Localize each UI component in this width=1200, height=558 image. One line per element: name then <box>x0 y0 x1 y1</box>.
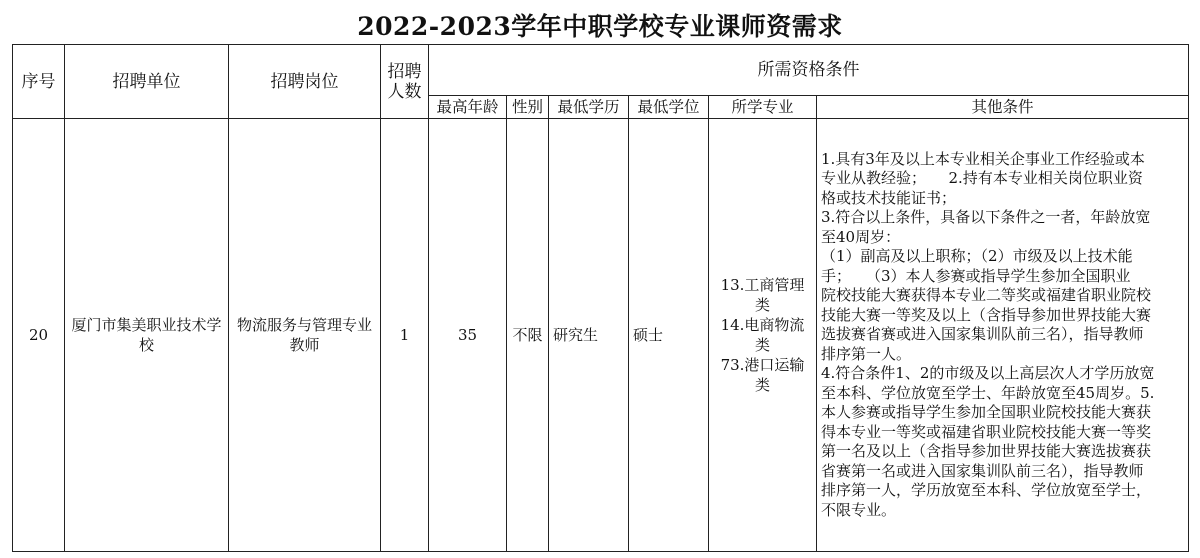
cell-major <box>709 119 817 552</box>
header-post: 招聘岗位 <box>229 45 381 119</box>
other-line: 至本科、学位放宽至学士、年龄放宽至45周岁。5. <box>821 383 1155 402</box>
header-other: 其他条件 <box>817 96 1189 119</box>
other-line: （1）副高及以上职称；（2）市级及以上技术能 <box>821 247 1133 266</box>
other-line: 专业从教经验； 2.持有本专业相关岗位职业资 <box>821 169 1143 188</box>
header-quals: 所需资格条件 <box>429 45 1189 96</box>
cell-gender: 不限 <box>507 119 549 552</box>
other-line: 技能大赛一等奖及以上（含指导参加世界技能大赛 <box>821 305 1152 324</box>
cell-seq: 20 <box>13 119 65 552</box>
other-line: 手； （3）本人参赛或指导学生参加全国职业 <box>821 266 1131 285</box>
other-line: 院校技能大赛获得本专业二等奖或福建省职业院校 <box>821 286 1152 305</box>
header-unit: 招聘单位 <box>65 45 229 119</box>
other-line: 1.具有3年及以上本专业相关企事业工作经验或本 <box>821 149 1145 168</box>
cell-post: 物流服务与管理专业教师 <box>229 119 381 552</box>
other-line: 本人参赛或指导学生参加全国职业院校技能大赛获 <box>821 403 1152 422</box>
cell-other-conditions <box>817 119 1189 552</box>
other-line: 不限专业。 <box>821 500 897 519</box>
header-row-1 <box>13 45 1189 96</box>
header-min-degree: 最低学位 <box>629 96 709 119</box>
cell-max-age: 35 <box>429 119 507 552</box>
major-item: 14.电商物流类 <box>720 316 805 354</box>
other-line: 4.符合条件1、2的市级及以上高层次人才学历放宽 <box>821 364 1155 383</box>
header-max-age: 最高年龄 <box>429 96 507 119</box>
major-item: 13.工商管理类 <box>720 276 805 314</box>
other-line: 格或技术技能证书； <box>821 188 957 207</box>
header-seq: 序号 <box>13 45 65 119</box>
other-line: 至40周岁： <box>821 227 901 246</box>
header-gender: 性别 <box>507 96 549 119</box>
cell-count: 1 <box>381 119 429 552</box>
other-line: 省赛第一名或进入国家集训队前三名），指导教师 <box>821 461 1144 480</box>
other-line: 得本专业一等奖或福建省职业院校技能大赛一等奖 <box>821 422 1152 441</box>
cell-min-degree: 硕士 <box>629 119 709 552</box>
table-row <box>13 119 1189 552</box>
cell-min-edu: 研究生 <box>549 119 629 552</box>
header-min-edu: 最低学历 <box>549 96 629 119</box>
other-line: 3.符合以上条件，具备以下条件之一者，年龄放宽 <box>821 208 1151 227</box>
other-line: 选拔赛省赛或进入国家集训队前三名），指导教师 <box>821 325 1144 344</box>
major-item: 73.港口运输类 <box>720 356 805 394</box>
cell-unit: 厦门市集美职业技术学校 <box>65 119 229 552</box>
header-count: 招聘人数 <box>381 45 429 119</box>
header-major: 所学专业 <box>709 96 817 119</box>
other-line: 第一名及以上（含指导参加世界技能大赛选拔赛获 <box>821 442 1152 461</box>
requirements-table <box>12 44 1189 552</box>
page-title: 2022-2023学年中职学校专业课师资需求 <box>357 12 843 41</box>
other-line: 排序第一人。 <box>821 344 912 363</box>
other-line: 排序第一人，学历放宽至本科、学位放宽至学士， <box>821 481 1152 500</box>
